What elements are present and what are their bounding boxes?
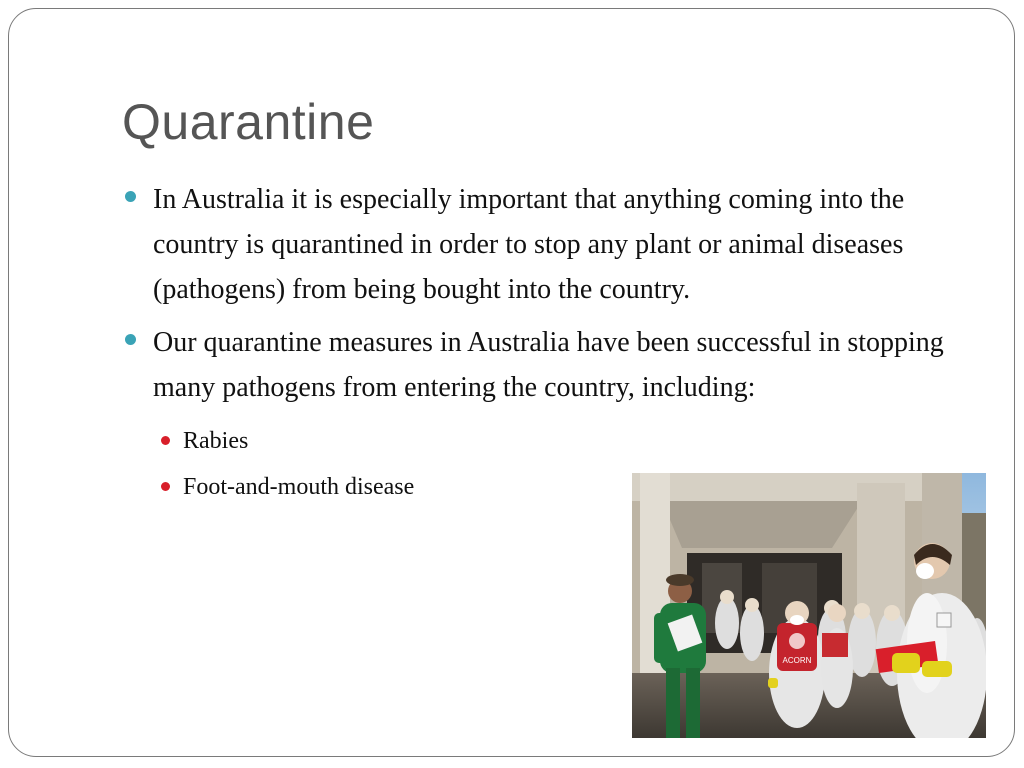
vest-text: ACORN — [782, 656, 812, 665]
bullet-item — [122, 320, 972, 410]
subbullet-dot-icon — [161, 436, 170, 445]
subbullet-item — [122, 418, 972, 464]
slide-title: Quarantine — [122, 94, 375, 150]
subbullet-text: Foot-and-mouth disease — [183, 474, 415, 500]
bullet-text: In Australia it is especially important that anything coming into the country is quarantined in order to stop any plant or animal diseases (pathogens) from being bought into the country. — [153, 184, 905, 305]
subbullet-dot-icon — [161, 482, 170, 491]
slide-body — [122, 177, 972, 510]
subbullet-text: Rabies — [183, 428, 249, 454]
bullet-dot-icon — [125, 191, 136, 202]
slide-frame — [8, 8, 1015, 757]
quarantine-protest-photo — [632, 473, 986, 738]
bullet-dot-icon — [125, 334, 136, 345]
bullet-text: Our quarantine measures in Australia have been successful in stopping many pathogens from entering the country, including: — [153, 327, 944, 403]
bullet-item — [122, 177, 972, 312]
